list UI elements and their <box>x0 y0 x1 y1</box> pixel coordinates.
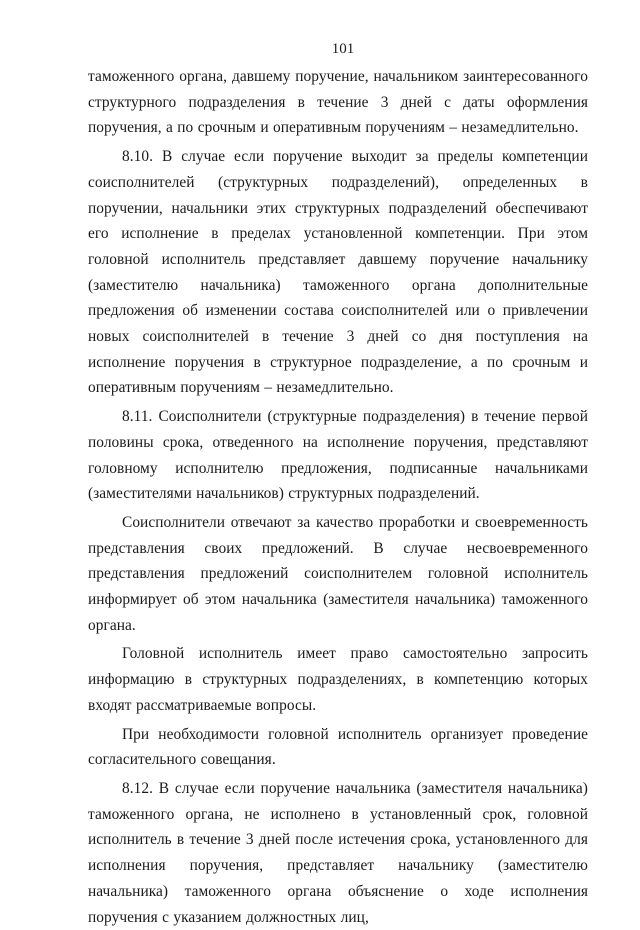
paragraph-8-12: 8.12. В случае если поручение начальника (заместителя начальника) таможенного органа, не исполнено в установленный срок, головной исполнитель в течение 3 дней после истечения срока, установленного для исполнения поручения, представляет начальнику (заместителю начальника) таможенного органа объяснение о ходе исполнения поручения с указанием должностных лиц, <box>88 779 588 926</box>
document-page <box>88 38 588 926</box>
paragraph-request-information: Головной исполнитель имеет право самостоятельно запросить информацию в структурных подразделениях, в компетенцию которых входят рассматриваемые вопросы. <box>88 645 588 714</box>
paragraph-8-10: 8.10. В случае если поручение выходит за пределы компетенции соисполнителей (структурных подразделений), определенных в поручении, начальники этих структурных подразделений обеспечивают его исполнение в пределах установленной компетенции. При этом головной исполнитель представляет давшему поручение начальнику (заместителю начальника) таможенного органа дополнительные предложения об изменении состава соисполнителей или о привлечении новых соисполнителей в течение 3 дней со дня поступления на исполнение поручения в структурное подразделение, а по срочным и оперативным поручениям – незамедлительно. <box>88 148 588 397</box>
page-number: 101 <box>331 41 355 57</box>
paragraph-conciliation-meeting: При необходимости головной исполнитель организует проведение согласительного совещания. <box>88 725 588 769</box>
paragraph-co-executors-responsibility: Соисполнители отвечают за качество проработки и своевременность представления своих предложений. В случае несвоевременного представления предложений соисполнителем головной исполнитель информирует об этом начальника (заместителя начальника) таможенного органа. <box>88 513 588 634</box>
paragraph-8-11: 8.11. Соисполнители (структурные подразделения) в течение первой половины срока, отведенного на исполнение поручения, представляют головному исполнителю предложения, подписанные начальниками (заместителями начальников) структурных подразделений. <box>88 408 588 503</box>
paragraph-continuation: таможенного органа, давшему поручение, начальником заинтересованного структурного подразделения в течение 3 дней с даты оформления поручения, а по срочным и оперативным поручениям – незамедлительно. <box>88 68 588 137</box>
